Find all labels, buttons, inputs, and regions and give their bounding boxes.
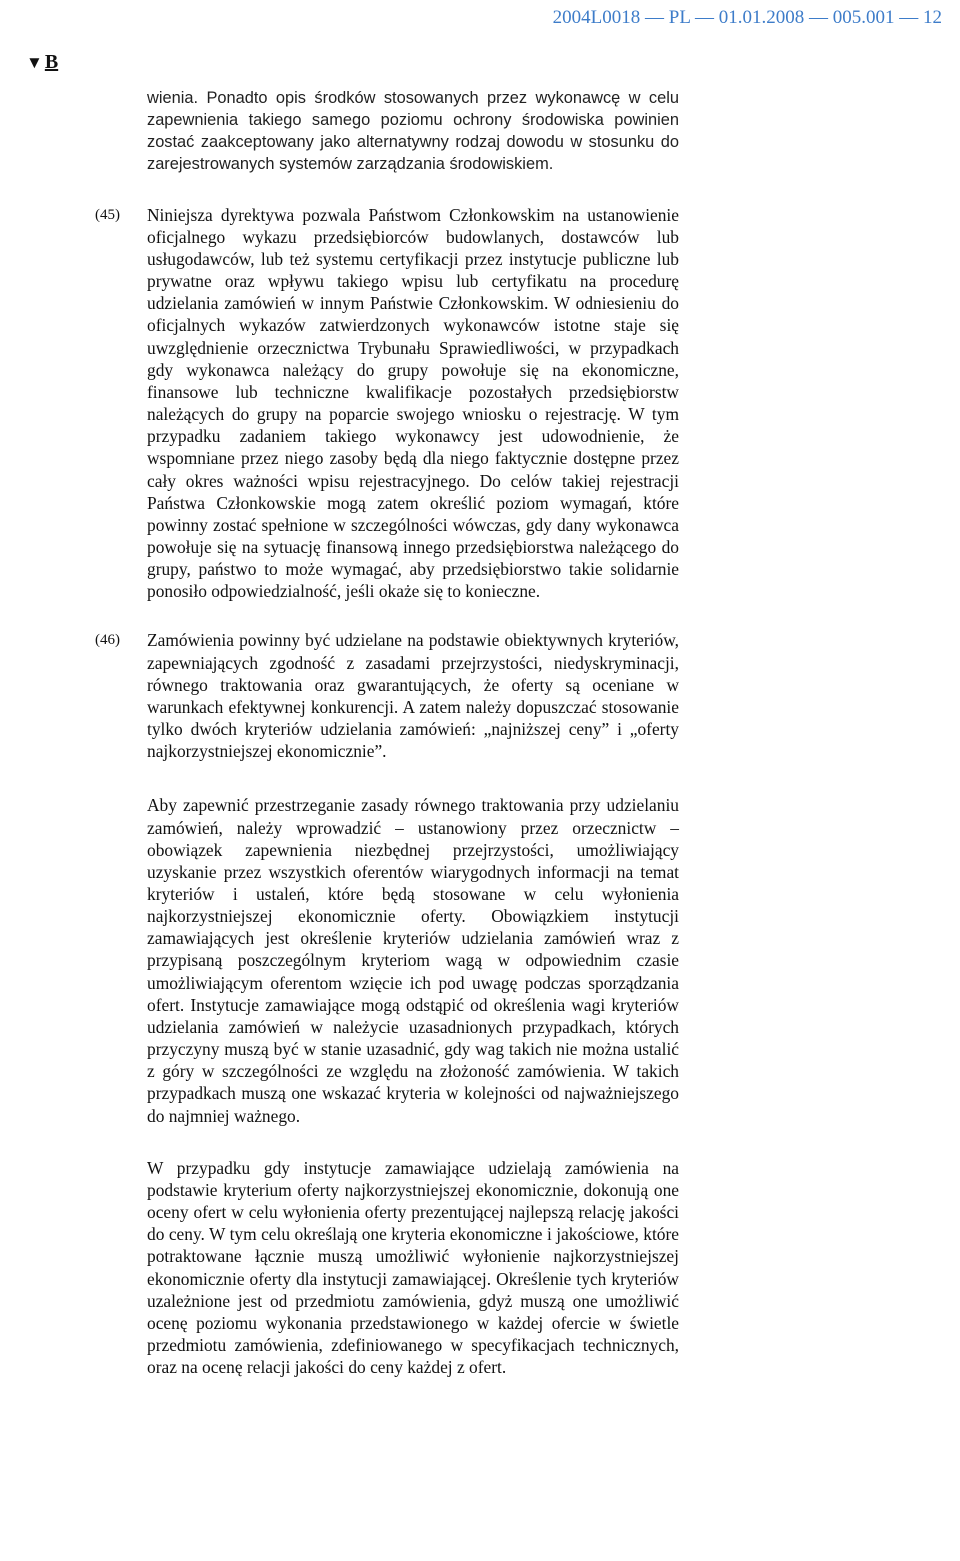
- amendment-marker: [26, 50, 58, 75]
- document-body: [95, 87, 679, 1378]
- recital-46-paragraph-2: Aby zapewnić przestrzeganie zasady równego traktowania przy udzielaniu zamówień, należy wprowadzić – ustanowiony przez orzecznictw – obowiązek zapewnienia niezbędnej przejrzystości, umożliwiający uzyskanie przez wszystkich oferentów wiarygodnych informacji na temat kryteriów i ustaleń, które będą stosowane w celu wyłonienia najkorzystniejszej ekonomicznie oferty. Obowiązkiem instytucji zamawiających jest określenie kryteriów udzielania zamówień wraz z przypisaną poszczególnym kryteriom wagą w odpowiednim czasie umożliwiającym oferentom wzięcie ich pod uwagę podczas sporządzania ofert. Instytucje zamawiające mogą odstąpić od określenia wagi kryteriów udzielania zamówień w należycie uzasadnionych przypadkach, których przyczyny muszą być w stanie uzasadnić, gdy wag takich nie można ustalić z góry w szczególności ze względu na złożoność zamówienia. W takich przypadkach muszą one wskazać kryteria w kolejności od najważniejszego do najmniej ważnego.: [147, 795, 679, 1126]
- marker-letter: B: [44, 51, 59, 73]
- recital-text: Niniejsza dyrektywa pozwala Państwom Członkowskim na ustanowienie oficjalnego wykazu przedsiębiorców budowlanych, dostawców lub usługodawców, lub też systemu certyfikacji przez instytucje publiczne lub prywatne oraz wpływu takiego wpisu lub certyfikatu na procedurę udzielania zamówień w innym Państwie Członkowskim. W odniesieniu do oficjalnych wykazów zatwierdzonych wykonawców istotne staje się uwzględnienie orzecznictwa Trybunału Sprawiedliwości, w przypadkach gdy wykonawca należący do grupy powołuje się na ekonomiczne, finansowe lub techniczne kwalifikacje pozostałych przedsiębiorstw należących do grupy na poparcie swojego wniosku o rejestrację. W tym przypadku zadaniem takiego wykonawcy jest udowodnienie, że wspomniane przez niego zasoby będą dla niego faktycznie dostępne przez cały okres ważności wpisu rejestracyjnego. Do celów takiej rejestracji Państwa Członkowskie mogą zatem określić poziom wymagań, które powinny zostać spełnione w szczególności wówczas, gdy dany wykonawca powołuje się na sytuację finansową innego przedsiębiorstwa należącego do grupy, państwo to może wymagać, aby przedsiębiorstwo takie solidarnie ponosiło odpowiedzialność, jeśli okaże się to konieczne.: [147, 204, 679, 602]
- recital-46: [95, 629, 679, 762]
- document-reference-header: 2004L0018 — PL — 01.01.2008 — 005.001 — 12: [552, 7, 942, 28]
- recital-text: Zamówienia powinny być udzielane na podstawie obiektywnych kryteriów, zapewniających zgodność z zasadami przejrzystości, niedyskryminacji, równego traktowania oraz gwarantujących, że oferty są oceniane w warunkach efektywnej konkurencji. A zatem należy dopuszczać stosowanie tylko dwóch kryteriów udzielania zamówień: „najniższej ceny” i „oferty najkorzystniejszej ekonomicznie”.: [147, 630, 679, 762]
- triangle-down-icon: ▼: [26, 53, 43, 72]
- recital-number: (45): [95, 206, 120, 223]
- recital-46-paragraph-3: W przypadku gdy instytucje zamawiające udzielają zamówienia na podstawie kryterium oferty najkorzystniejszej ekonomicznie, dokonują one oceny ofert w celu wyłonienia oferty prezentującej najlepszą relację jakości do ceny. W tym celu określają one kryteria ekonomiczne i jakościowe, które potraktowane łącznie muszą umożliwić wyłonienie najkorzystniejszej ekonomicznie oferty dla instytucji zamawiającej. Określenie tych kryteriów uzależnione jest od przedmiotu zamówienia, gdyż muszą one umożliwić ocenę poziomu wykonania przedstawionego w każdej ofercie w świetle przedmiotu zamówienia, zdefiniowanego w specyfikacjach technicznych, oraz na ocenę relacji jakości do ceny każdej z ofert.: [147, 1157, 679, 1378]
- continuation-paragraph: wienia. Ponadto opis środków stosowanych przez wykonawcę w celu zapewnienia takiego samego poziomu ochrony środowiska powinien zostać zaakceptowany jako alternatywny rodzaj dowodu w stosunku do zarejestrowanych systemów zarządzania środowiskiem.: [147, 89, 679, 174]
- recital-number: (46): [95, 632, 120, 649]
- recital-45: [95, 204, 679, 603]
